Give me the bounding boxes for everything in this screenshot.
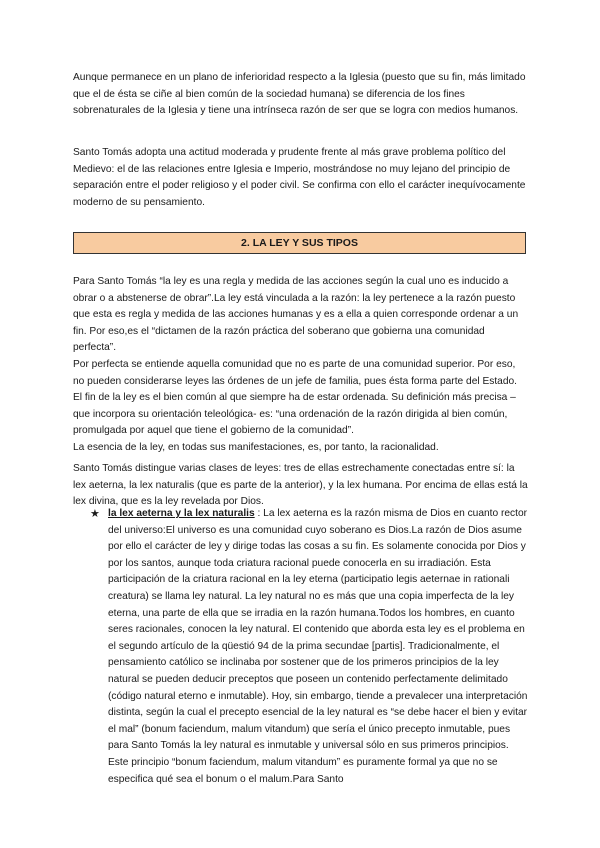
list-item-text: : La lex aeterna es la razón misma de Dios en cuanto rector del universo:El universo es una comunidad cuyo soberano es Dios.La razón de Dios asume por ello el carácter de ley y dirige todas las cosas a su fin. Es solamente conocida por Dios y por los santos, aunque toda criatura racional puede conocerla en su irradiación. Esta participación de la criatura racional en la ley eterna (participatio legis aeternae in rationali creatura) se llama ley natural. La ley natural no es más que una copia imperfecta de la ley eterna, una parte de ella que se irradia en la razón humana.Todos los hombres, en cuanto seres racionales, conocen la ley natural. El contenido que aborda esta ley es el problema en el segundo artículo de la qüestió 94 de la prima secundae [partis]. Tradicionalmente, el pensamiento católico se inclinaba por sostener que de los primeros principios de la ley natural se pueden deducir preceptos que poseen un contenido perfectamente delimitado (código natural eterno e inmutable). Hoy, sin embargo, tiende a prevalecer una interpretación distinta, según la cual el precepto esencial de la ley natural es “se debe hacer el bien y evitar el mal” (bonum faciendum, malum vitandum) que sería el único precepto inmutable, pues para Santo Tomás la ley natural es inmutable y universal sólo en sus primeros principios. Este principio “bonum faciendum, malum vitandum” es puramente formal ya que no se especifica qué sea el bonum o el malum.Para Santo <box>108 508 528 785</box>
paragraph-text: Por perfecta se entiende aquella comunidad que no es parte de una comunidad superior. Por eso, no pueden considerarse leyes las órdenes de un jefe de familia, pues ésta forma parte del Estado. <box>73 358 517 387</box>
star-bullet-icon: ★ <box>90 508 100 520</box>
paragraph-clases-leyes <box>73 461 528 511</box>
list-item <box>90 506 530 788</box>
paragraph-text: La esencia de la ley, en todas sus manifestaciones, es, por tanto, la racionalidad. <box>73 441 439 453</box>
paragraph-text: Santo Tomás adopta una actitud moderada y prudente frente al más grave problema político del Medievo: el de las relaciones entre Iglesia e Imperio, mostrándose no muy lejano del principio de separación entre el poder religioso y el poder civil. Se confirma con ello el carácter inequívocamente moderno de su pensamiento. <box>73 147 526 208</box>
list-item-body <box>108 506 530 788</box>
paragraph-text: El fin de la ley es el bien común al que siempre ha de estar ordenada. Su definición más precisa –que incorpora su orientación teleológica- es: “una ordenación de la razón dirigida al bien común, promulgada por aquel que tiene el gobierno de la comunidad”. <box>73 392 516 437</box>
paragraph-iglesia <box>73 70 528 120</box>
paragraph-text: Santo Tomás distingue varias clases de leyes: tres de ellas estrechamente conectadas entre sí: la lex aeterna, la lex naturalis (que es parte de la anterior), y la lex humana. Por encima de ellas está la lex divina, que es la ley revelada por Dios. <box>73 463 528 508</box>
section-heading-text: 2. LA LEY Y SUS TIPOS <box>241 237 358 249</box>
paragraph-text: Para Santo Tomás “la ley es una regla y medida de las acciones según la cual uno es inducido a obrar o a abstenerse de obrar”.La ley está vinculada a la razón: la ley pertenece a la razón puesto que esta es regla y medida de las acciones humanas y es a ella a quien corresponde ordenar a un fin. Por eso,es el “dictamen de la razón práctica del soberano que gobierna una comunidad perfecta”. <box>73 276 519 354</box>
paragraph-text: Aunque permanece en un plano de inferioridad respecto a la Iglesia (puesto que su fin, más limitado que el de ésta se ciñe al bien común de la sociedad humana) se diferencia de los fines sobrenaturales de la Iglesia y tiene una intrínseca razón de ser que se logra con medios humanos. <box>73 72 526 117</box>
section-heading <box>73 232 526 254</box>
paragraph-iglesia-imperio <box>73 145 528 211</box>
list-item-title: la lex aeterna y la lex naturalis <box>108 508 255 519</box>
paragraph-definicion-ley <box>73 274 528 457</box>
